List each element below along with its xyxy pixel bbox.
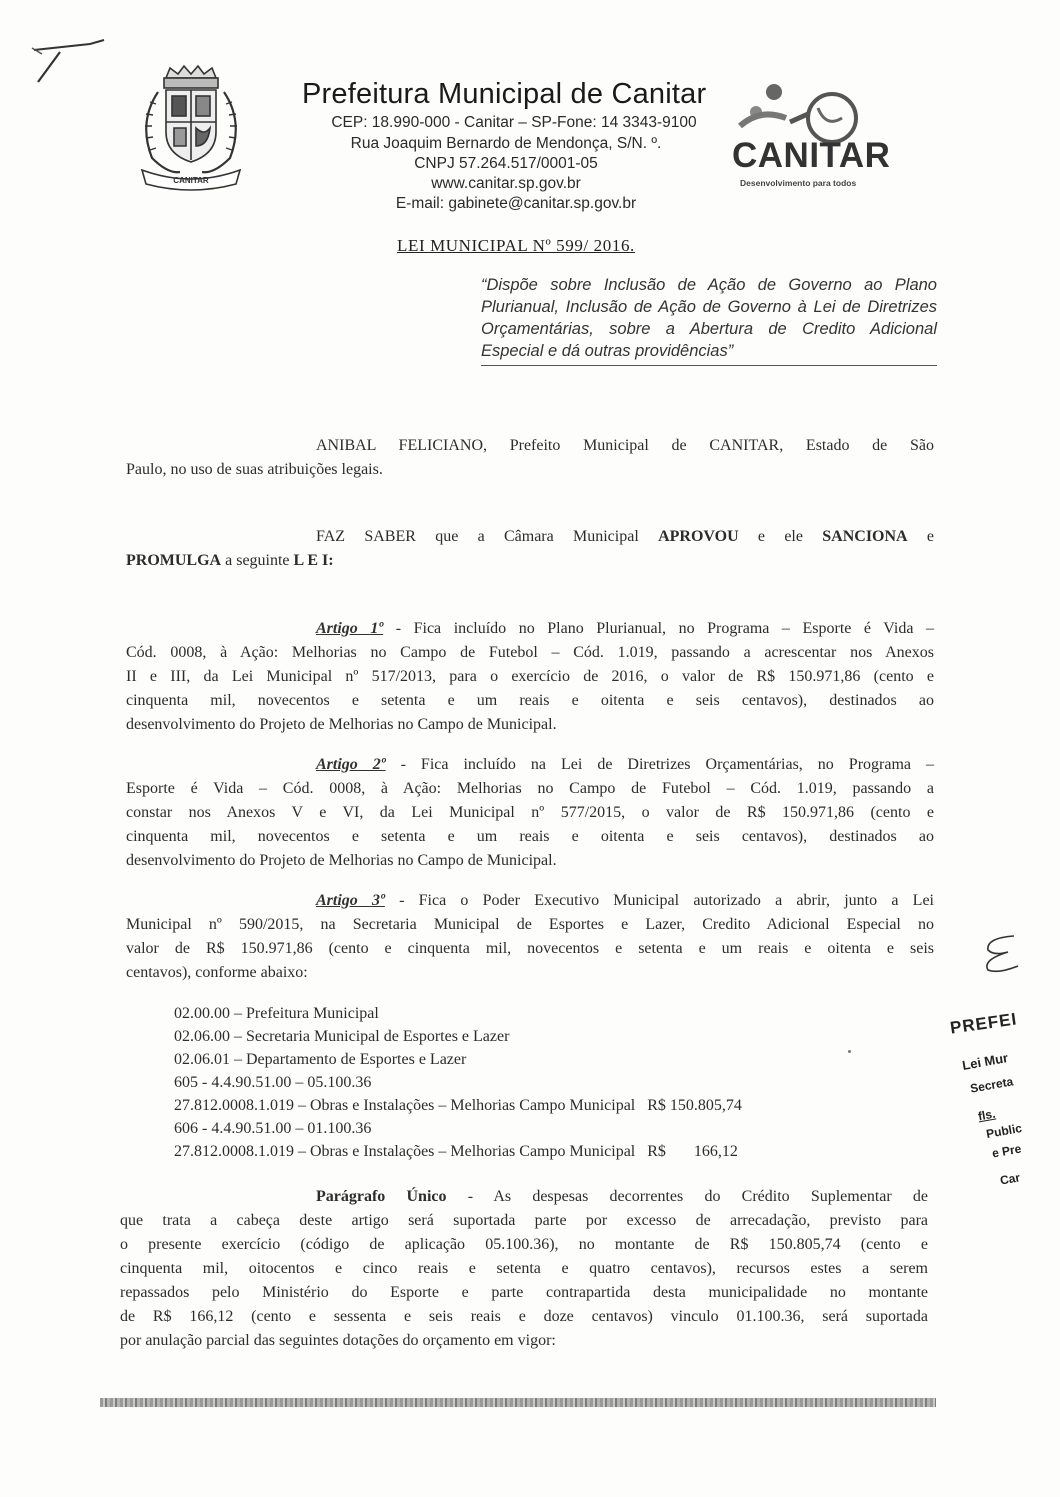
logo-wordmark: CANITAR — [732, 136, 891, 175]
paragraph-label: Parágrafo Único — [316, 1188, 447, 1205]
header-title: Prefeitura Municipal de Canitar — [302, 78, 707, 110]
budget-line: 27.812.0008.1.019 – Obras e Instalações – Melhorias Campo Municipal R$ 150.805,74 — [174, 1097, 742, 1114]
promulgation-line: FAZ SABER que a Câmara Municipal APROVOU e ele SANCIONA e — [316, 528, 935, 545]
header-cnpj-line: CNPJ 57.264.517/0001-05 — [414, 155, 598, 172]
handwritten-mark — [30, 38, 110, 88]
side-stamp-text: Lei Mur — [961, 1050, 1010, 1073]
article-3-line: valor de R$ 150.971,86 (cento e cinquenta mil, novecentos e setenta e um reais e oitenta e seis — [126, 940, 934, 957]
article-1-line: Artigo 1º - Fica incluído no Plano Plurianual, no Programa – Esporte é Vida – — [316, 620, 934, 637]
paragraph-line: que trata a cabeça deste artigo será suportada parte por excesso de arrecadação, previsto para — [120, 1212, 928, 1229]
article-2-line: Artigo 2º - Fica incluído na Lei de Diretrizes Orçamentárias, no Programa – — [316, 756, 934, 773]
article-3-line: Artigo 3º - Fica o Poder Executivo Municipal autorizado a abrir, junto a Lei — [316, 892, 934, 909]
promulgation-line: PROMULGA a seguinte L E I: — [126, 552, 334, 569]
header-contact-line: CEP: 18.990-000 - Canitar – SP-Fone: 14 3343-9100 — [331, 114, 697, 131]
header-website-line: www.canitar.sp.gov.br — [431, 175, 581, 192]
article-1-line: Cód. 0008, à Ação: Melhorias no Campo de Futebol – Cód. 1.019, passando a acrescentar nos Anexos — [126, 644, 934, 661]
budget-line: 02.06.01 – Departamento de Esportes e Lazer — [174, 1051, 467, 1068]
side-stamp-text: e Pre — [991, 1141, 1023, 1161]
municipal-crest-icon — [128, 62, 254, 194]
budget-line: 02.06.00 – Secretaria Municipal de Esportes e Lazer — [174, 1028, 510, 1045]
paragraph-line: repassados pelo Ministério do Esporte e parte contrapartida desta municipalidade no montante — [120, 1284, 928, 1301]
crest-banner-text: CANITAR — [173, 176, 209, 185]
side-stamp-text: Secreta — [969, 1074, 1015, 1096]
budget-line: 606 - 4.4.90.51.00 – 01.100.36 — [174, 1120, 372, 1137]
side-stamp-text: fls. — [976, 1106, 997, 1124]
article-3-line: Municipal nº 590/2015, na Secretaria Municipal de Esportes e Lazer, Credito Adicional Especial no — [126, 916, 934, 933]
paragraph-line: por anulação parcial das seguintes dotações do orçamento em vigor: — [120, 1332, 556, 1349]
law-title: LEI MUNICIPAL Nº 599/ 2016. — [397, 236, 635, 255]
article-2-label: Artigo 2º — [316, 756, 386, 773]
article-1-line: II e III, da Lei Municipal nº 517/2013, para o exercício de 2016, o valor de R$ 150.971,86 (cento e — [126, 668, 934, 685]
article-1-label: Artigo 1º — [316, 620, 384, 637]
scan-speck — [848, 1050, 851, 1053]
article-2-line: constar nos Anexos V e VI, da Lei Municipal nº 577/2015, o valor de R$ 150.971,86 (cento e — [126, 804, 934, 821]
side-stamp-text: Public — [985, 1120, 1023, 1142]
article-3-label: Artigo 3º — [316, 892, 385, 909]
budget-line: 605 - 4.4.90.51.00 – 05.100.36 — [174, 1074, 372, 1091]
paragraph-line: cinquenta mil, oitocentos e cinco reais e setenta e quatro centavos), recursos estes a serem — [120, 1260, 928, 1277]
paragraph-line: de R$ 166,12 (cento e sessenta e seis reais e doze centavos) vinculo 01.100.36, será suportada — [120, 1308, 928, 1325]
intro-line: ANIBAL FELICIANO, Prefeito Municipal de CANITAR, Estado de São — [316, 437, 934, 454]
article-1-line: cinquenta mil, novecentos e setenta e um reais e oitenta e seis centavos), destinados ao — [126, 692, 934, 709]
budget-line: 27.812.0008.1.019 – Obras e Instalações – Melhorias Campo Municipal R$ 166,12 — [174, 1143, 738, 1160]
article-2-line: Esporte é Vida – Cód. 0008, à Ação: Melhorias no Campo de Futebol – Cód. 1.019, passando a — [126, 780, 934, 797]
footer-bar — [100, 1398, 936, 1407]
logo-tagline: Desenvolvimento para todos — [740, 178, 857, 188]
paragraph-line: o presente exercício (código de aplicação 05.100.36), no montante de R$ 150.805,74 (cento e — [120, 1236, 928, 1253]
ementa: “Dispõe sobre Inclusão de Ação de Governo ao Plano Plurianual, Inclusão de Ação de Governo à Lei de Diretrizes Orçamentárias, sobre a Abertura de Credito Adicional Especial e dá outras providências” — [481, 274, 937, 366]
budget-line: 02.00.00 – Prefeitura Municipal — [174, 1005, 379, 1022]
article-1-line: desenvolvimento do Projeto de Melhorias no Campo de Municipal. — [126, 716, 557, 733]
article-3-line: centavos), conforme abaixo: — [126, 964, 308, 981]
side-stamp-text: Car — [998, 1170, 1022, 1188]
header-address-line: Rua Joaquim Bernardo de Mendonça, S/N. º. — [350, 135, 662, 152]
article-2-line: desenvolvimento do Projeto de Melhorias no Campo de Municipal. — [126, 852, 557, 869]
handwritten-initial — [978, 930, 1028, 976]
header-email-line: E-mail: gabinete@canitar.sp.gov.br — [395, 195, 637, 212]
paragraph-line: Parágrafo Único - As despesas decorrentes do Crédito Suplementar de — [316, 1188, 929, 1205]
side-stamp-text: PREFEI — [948, 1009, 1019, 1038]
intro-line: Paulo, no uso de suas atribuições legais. — [126, 461, 383, 478]
article-2-line: cinquenta mil, novecentos e setenta e um reais e oitenta e seis centavos), destinados ao — [126, 828, 934, 845]
